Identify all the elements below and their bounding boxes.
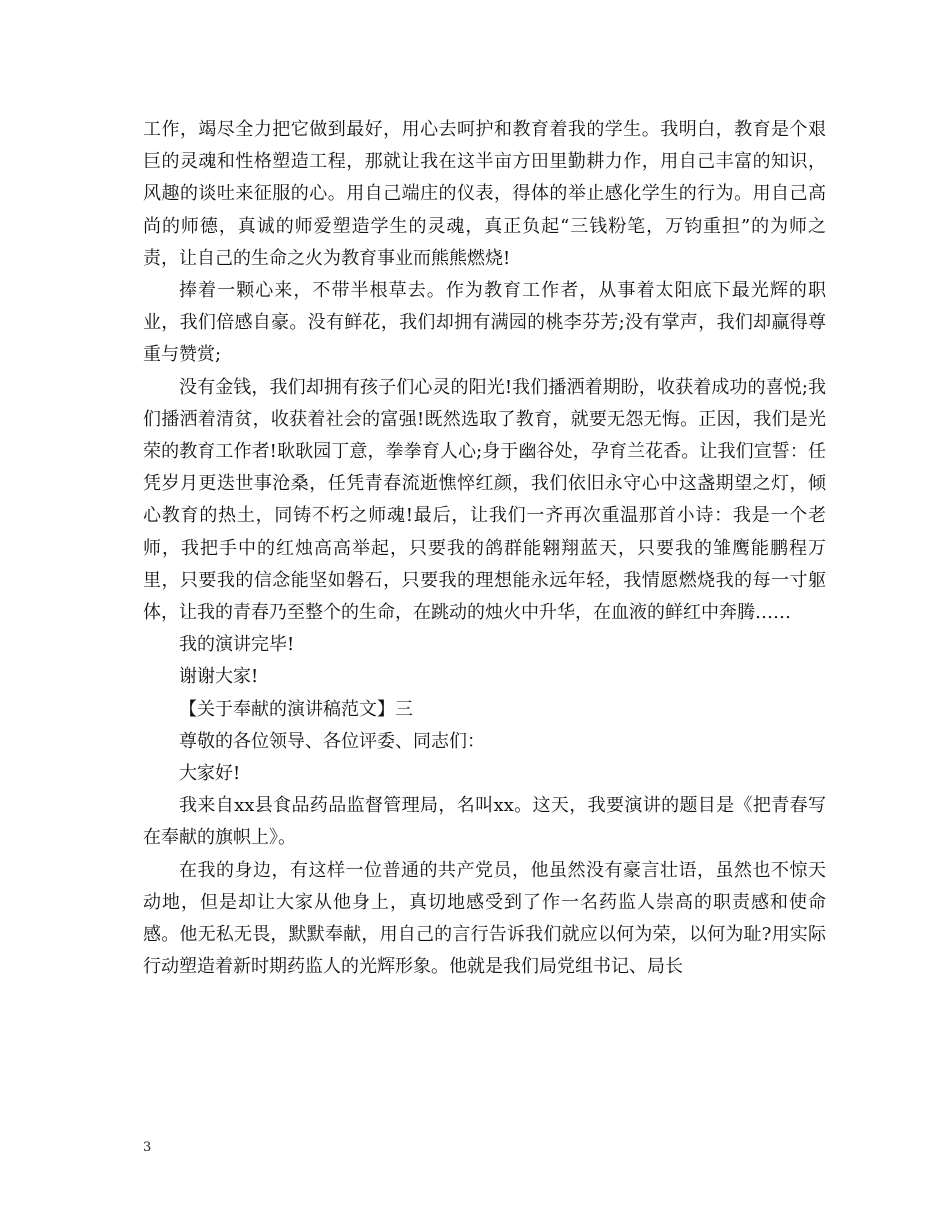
paragraph-introduction: 我来自xx县食品药品监督管理局，名叫xx。这天，我要演讲的题目是《把青春写在奉献的旗帜上》。 — [143, 795, 826, 849]
body-text — [143, 114, 826, 983]
paragraph-greeting: 大家好! — [179, 763, 241, 785]
paragraph-speech-end: 我的演讲完毕! — [179, 634, 295, 656]
paragraph-salutation: 尊敬的各位领导、各位评委、同志们： — [179, 730, 485, 752]
page-number: 3 — [143, 1140, 152, 1155]
paragraph-thanks: 谢谢大家! — [179, 666, 259, 688]
paragraph-oath-and-poem: 没有金钱，我们却拥有孩子们心灵的阳光!我们播洒着期盼，收获着成功的喜悦;我们播洒着清贫，收获着社会的富强!既然选取了教育，就要无怨无悔。正因，我们是光荣的教育工作者!耿耿园丁意，拳拳育人心;身于幽谷处，孕育兰花香。让我们宣誓：任凭岁月更迭世事沧桑，任凭青春流逝憔悴红颜，我们依旧永守心中这盏期望之灯，倾心教育的热土，同铸不朽之师魂!最后，让我们一齐再次重温那首小诗：我是一个老师，我把手中的红烛高高举起，只要我的鸽群能翱翔蓝天，只要我的雏鹰能鹏程万里，只要我的信念能坚如磐石，只要我的理想能永远年轻，我情愿燃烧我的每一寸躯体，让我的青春乃至整个的生命，在跳动的烛火中升华，在血液的鲜红中奔腾…… — [143, 376, 826, 624]
section-heading: 【关于奉献的演讲稿范文】三 — [179, 698, 413, 720]
paragraph-dedication: 捧着一颗心来，不带半根草去。作为教育工作者，从事着太阳底下最光辉的职业，我们倍感自豪。没有鲜花，我们却拥有满园的桃李芬芳;没有掌声，我们却赢得尊重与赞赏; — [143, 280, 826, 366]
paragraph-story: 在我的身边，有这样一位普通的共产党员，他虽然没有豪言壮语，虽然也不惊天动地，但是却让大家从他身上，真切地感受到了作一名药监人崇高的职责感和使命感。他无私无畏，默默奉献，用自己的言行告诉我们就应以何为荣，以何为耻?用实际行动塑造着新时期药监人的光辉形象。他就是我们局党组书记、局长 — [143, 859, 826, 978]
paragraph-continuation: 工作，竭尽全力把它做到最好，用心去呵护和教育着我的学生。我明白，教育是个艰巨的灵魂和性格塑造工程，那就让我在这半亩方田里勤耕力作，用自己丰富的知识，风趣的谈吐来征服的心。用自己端庄的仪表，得体的举止感化学生的行为。用自己高尚的师德，真诚的师爱塑造学生的灵魂，真正负起“三钱粉笔，万钧重担”的为师之责，让自己的生命之火为教育事业而熊熊燃烧! — [143, 119, 826, 269]
